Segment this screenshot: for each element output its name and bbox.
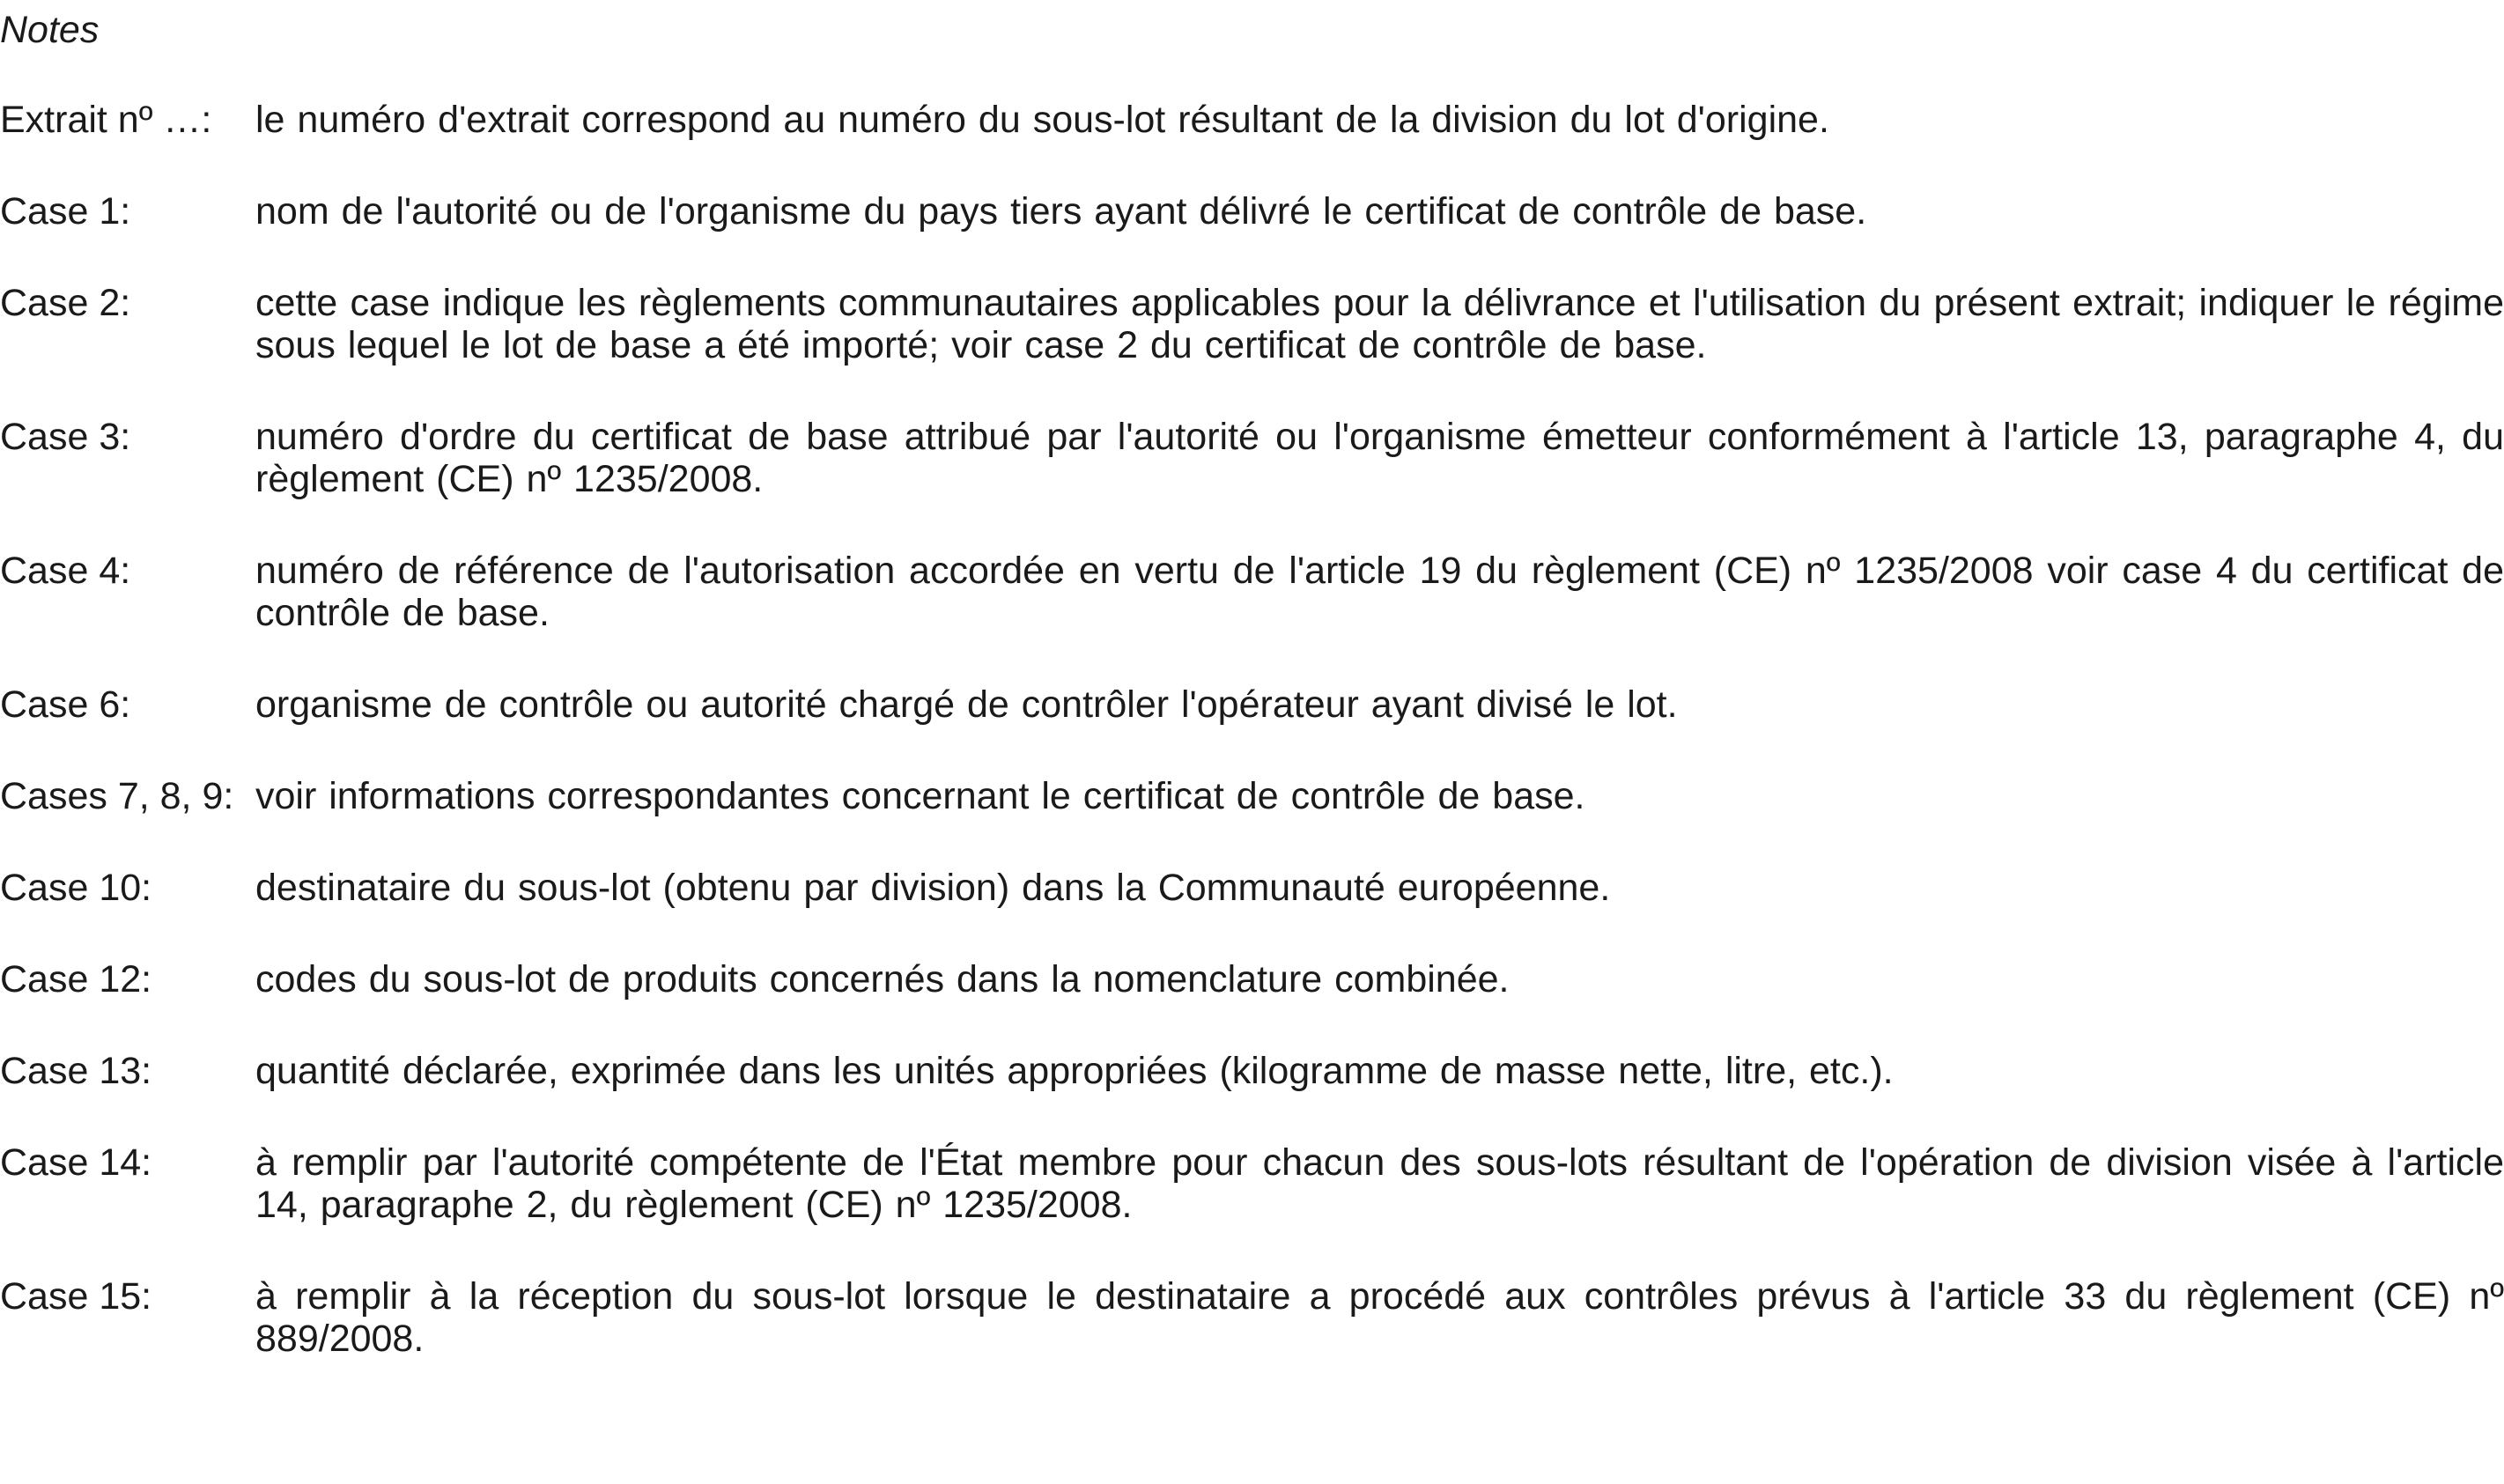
note-text: le numéro d'extrait correspond au numéro du sous-lot résultant de la division du lot d'origine. (255, 99, 1829, 141)
note-text: à remplir à la réception du sous-lot lorsque le destinataire a procédé aux contrôles prévus à l'article 33 du règlement (CE) nº 889/2008. (255, 1275, 2504, 1360)
note-text: organisme de contrôle ou autorité chargé de contrôler l'opérateur ayant divisé le lot. (255, 683, 1678, 726)
note-label: Case 4: (0, 550, 131, 592)
note-text: nom de l'autorité ou de l'organisme du pays tiers ayant délivré le certificat de contrôle de base. (255, 190, 1867, 233)
note-text: voir informations correspondantes concernant le certificat de contrôle de base. (255, 775, 1585, 817)
notes-heading: Notes (0, 9, 100, 51)
note-label: Case 6: (0, 683, 131, 726)
note-label: Case 1: (0, 190, 131, 233)
note-case-1 (0, 190, 2504, 233)
note-label: Extrait nº …: (0, 99, 212, 141)
note-label: Cases 7, 8, 9: (0, 775, 234, 817)
note-case-4 (0, 550, 2504, 634)
note-label: Case 15: (0, 1275, 152, 1318)
note-case-10 (0, 867, 2504, 909)
note-text: à remplir par l'autorité compétente de l'État membre pour chacun des sous-lots résultant de l'opération de division visée à l'article 14, paragraphe 2, du règlement (CE) nº 1235/2008. (255, 1141, 2504, 1226)
note-case-2 (0, 282, 2504, 366)
note-case-6 (0, 683, 2504, 726)
note-case-13 (0, 1050, 2504, 1092)
note-text: quantité déclarée, exprimée dans les unités appropriées (kilogramme de masse nette, litre, etc.). (255, 1050, 1894, 1092)
note-case-12 (0, 958, 2504, 1000)
note-label: Case 10: (0, 867, 152, 909)
note-text: numéro d'ordre du certificat de base attribué par l'autorité ou l'organisme émetteur conformément à l'article 13, paragraphe 4, du règlement (CE) nº 1235/2008. (255, 416, 2504, 500)
note-text: numéro de référence de l'autorisation accordée en vertu de l'article 19 du règlement (CE) nº 1235/2008 voir case 4 du certificat de contrôle de base. (255, 550, 2504, 634)
note-label: Case 14: (0, 1141, 152, 1184)
note-text: cette case indique les règlements communautaires applicables pour la délivrance et l'utilisation du présent extrait; indiquer le régime sous lequel le lot de base a été importé; voir case 2 du certificat de contrôle de base. (255, 282, 2504, 366)
note-extrait (0, 99, 2504, 141)
note-cases-7-8-9 (0, 775, 2504, 817)
note-case-15 (0, 1275, 2504, 1360)
note-case-14 (0, 1141, 2504, 1226)
note-label: Case 3: (0, 416, 131, 458)
note-text: codes du sous-lot de produits concernés dans la nomenclature combinée. (255, 958, 1510, 1000)
note-case-3 (0, 416, 2504, 500)
note-label: Case 2: (0, 282, 131, 324)
note-label: Case 13: (0, 1050, 152, 1092)
note-text: destinataire du sous-lot (obtenu par division) dans la Communauté européenne. (255, 867, 1611, 909)
note-label: Case 12: (0, 958, 152, 1000)
notes-list (0, 99, 2504, 1409)
